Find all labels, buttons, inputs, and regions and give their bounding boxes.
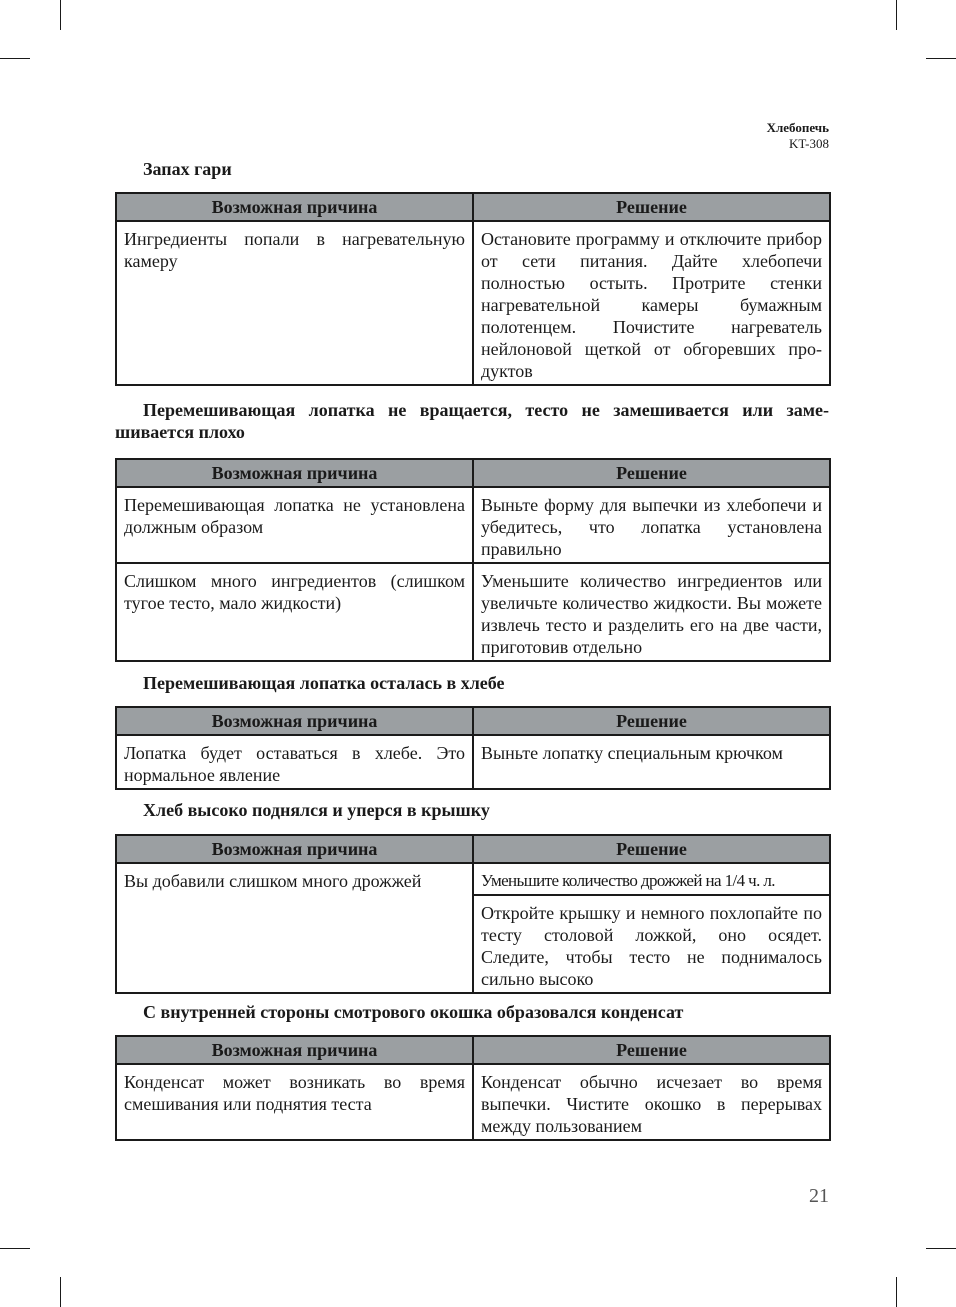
table-row — [116, 487, 830, 563]
section-title: Перемешивающая лопатка не вращается, тесто не замешивается или замешивается плохо — [115, 400, 829, 442]
column-header-cause: Возможная причина — [116, 459, 473, 487]
crop-mark — [60, 0, 61, 30]
crop-mark — [926, 58, 956, 59]
section-title: Хлеб высоко поднялся и уперся в крышку — [143, 800, 490, 820]
crop-mark — [896, 1277, 897, 1307]
cause-cell: Вы добавили слишком много дрожжей — [116, 863, 473, 993]
section-title: С внутренней стороны смотрового окошка образовался конденсат — [143, 1002, 684, 1022]
troubleshooting-table — [115, 1035, 831, 1141]
column-header-cause: Возможная причина — [116, 193, 473, 221]
solution-cell: Выньте форму для выпечки из хлебопечи и убедитесь, что лопатка установлена правильно — [473, 487, 830, 563]
header-model: KT-308 — [789, 136, 829, 151]
solution-cell: Конденсат обычно исчезает во время выпечки. Чистите окошко в перерывах между пользованием — [473, 1064, 830, 1140]
cause-cell: Перемешивающая лопатка не установлена должным образом — [116, 487, 473, 563]
table-row — [116, 221, 830, 385]
cause-cell: Слишком много ингредиентов (слишком тугое тесто, мало жидкости) — [116, 563, 473, 661]
cause-cell: Конденсат может возникать во время смешивания или поднятия теста — [116, 1064, 473, 1140]
troubleshooting-table — [115, 192, 831, 386]
column-header-cause: Возможная причина — [116, 707, 473, 735]
column-header-solution: Решение — [473, 835, 830, 863]
crop-mark — [0, 58, 30, 59]
column-header-cause: Возможная причина — [116, 835, 473, 863]
header-product: Хлебопечь — [766, 120, 829, 135]
table-row — [116, 735, 830, 789]
column-header-solution: Решение — [473, 459, 830, 487]
table-row — [116, 1064, 830, 1140]
column-header-solution: Решение — [473, 707, 830, 735]
solution-cell: Уменьшите количество ингредиентов или увеличьте количество жидкости. Вы можете извлечь тесто и разделить его на две части, приготовив отдельно — [473, 563, 830, 661]
solution-cell: Остановите программу и отключите прибор от сети питания. Дайте хлебопечи полностью остыть. Протрите стенки нагревательной камеры бумажным полотенцем. Почистите нагреватель нейлоновой щеткой от обгоревших продуктов — [473, 221, 830, 385]
crop-mark — [926, 1248, 956, 1249]
column-header-solution: Решение — [473, 193, 830, 221]
table-row — [116, 863, 830, 895]
page-number: 21 — [809, 1185, 829, 1207]
troubleshooting-table — [115, 834, 831, 994]
section-title: Перемешивающая лопатка осталась в хлебе — [143, 673, 505, 693]
crop-mark — [60, 1277, 61, 1307]
crop-mark — [896, 0, 897, 30]
running-header — [767, 120, 829, 152]
troubleshooting-table — [115, 458, 831, 662]
troubleshooting-table — [115, 706, 831, 790]
column-header-cause: Возможная причина — [116, 1036, 473, 1064]
column-header-solution: Решение — [473, 1036, 830, 1064]
solution-cell: Выньте лопатку специальным крючком — [473, 735, 830, 789]
table-row — [116, 563, 830, 661]
crop-mark — [0, 1248, 30, 1249]
cause-cell: Ингредиенты попали в нагревательную камеру — [116, 221, 473, 385]
solution-cell: Откройте крышку и немного похлопайте по тесту столовой ложкой, оно осядет. Следите, чтобы тесто не поднималось сильно высоко — [473, 895, 830, 993]
section-title: Запах гари — [143, 159, 232, 179]
solution-cell: Уменьшите количество дрожжей на 1/4 ч. л. — [473, 863, 830, 895]
cause-cell: Лопатка будет оставаться в хлебе. Это нормальное явление — [116, 735, 473, 789]
